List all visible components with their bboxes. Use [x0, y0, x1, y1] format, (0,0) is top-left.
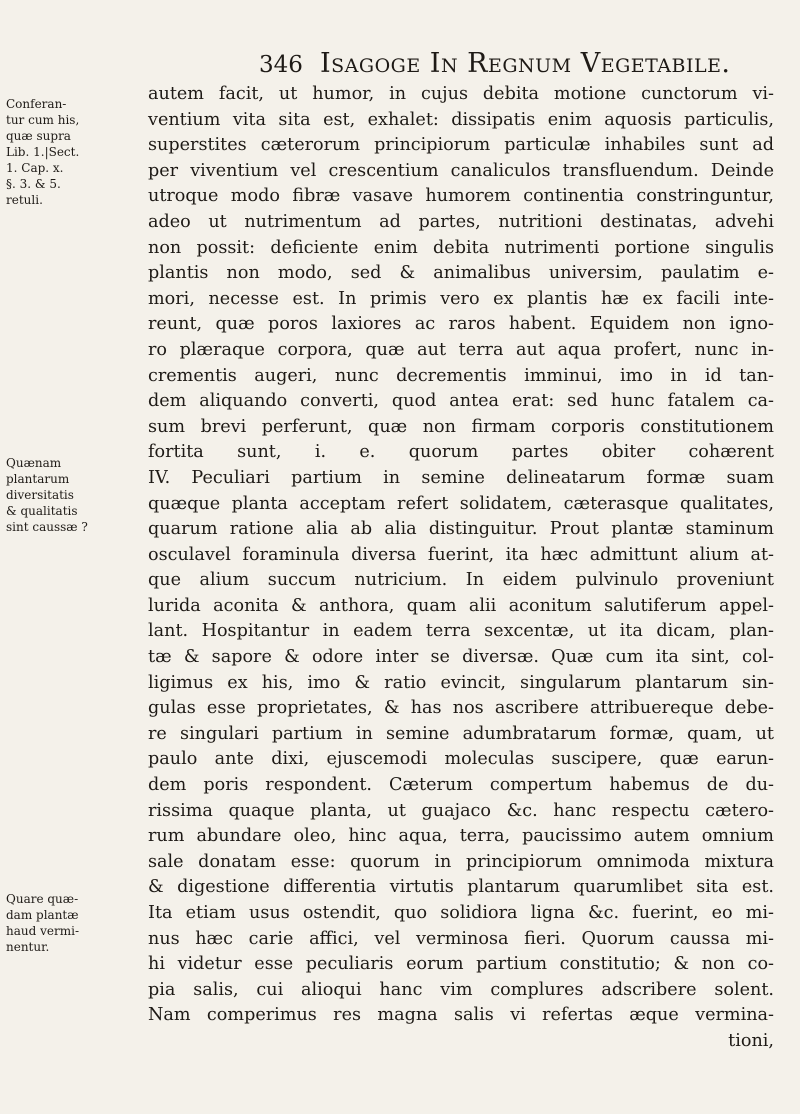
text-line: superstites cæterorum principiorum particulæ inhabiles sunt ad [148, 135, 774, 156]
text-line: quarum ratione alia ab alia distinguitur. Prout plantæ staminum [148, 519, 774, 540]
text-line: autem facit, ut humor, in cujus debita motione cunctorum vi- [148, 84, 774, 104]
text-line: lant. Hospitantur in eadem terra sexcentæ, ut ita dicam, plan- [148, 621, 774, 642]
text-line: ligimus ex his, imo & ratio evincit, singularum plantarum sin- [148, 672, 774, 693]
text-line: pia salis, cui alioqui hanc vim complures adscribere solent. [148, 979, 774, 1000]
text-line: osculavel foraminula diversa fuerint, ita hæc admittunt alium at- [148, 544, 774, 565]
text-line: mori, necesse est. In primis vero ex plantis hæ ex facili inte- [148, 288, 774, 309]
text-line: nus hæc carie affici, vel verminosa fieri. Quorum caussa mi- [148, 928, 774, 949]
text-line: rum abundare oleo, hinc aqua, terra, paucissimo autem omnium [148, 826, 774, 847]
text-line: ventium vita sita est, exhalet: dissipatis enim aquosis particulis, [148, 109, 774, 130]
running-title: Isagoge In Regnum Vegetabile. [320, 48, 731, 79]
text-line: hi videtur esse peculiaris eorum partium constitutio; & non co- [148, 954, 774, 975]
text-line: tæ & sapore & odore inter se diversæ. Quæ cum ita sint, col- [148, 647, 774, 668]
text-line: Ita etiam usus ostendit, quo solidiora ligna &c. fuerint, eo mi- [148, 903, 774, 923]
margin-note: Quænam plantarum diversitatis & qualitatis sint caussæ ? [6, 456, 88, 534]
text-line: dem aliquando converti, quod antea erat: sed hunc fatalem ca- [148, 391, 774, 412]
body-text [148, 82, 774, 1055]
text-line: reunt, quæ poros laxiores ac raros habent. Equidem non igno- [148, 314, 774, 335]
page-number: 346 [259, 52, 303, 78]
text-line: Nam comperimus res magna salis vi refertas æque vermina- [148, 1005, 774, 1026]
margin-note: Quare quæ- dam plantæ haud vermi- nentur. [6, 892, 79, 954]
text-line: sum brevi perferunt, quæ non firmam corporis constitutionem [148, 416, 774, 437]
margin-note: Conferan- tur cum his, quæ supra Lib. 1.|Sect. 1. Cap. x. §. 3. & 5. retuli. [6, 97, 80, 207]
text-line: gulas esse proprietates, & has nos ascribere attribuereque debe- [148, 698, 774, 719]
text-line: crementis augeri, nunc decrementis imminui, imo in id tan- [148, 365, 774, 386]
text-line: utroque modo fibræ vasave humorem continentia constringuntur, [148, 186, 774, 207]
text-line: & digestione differentia virtutis plantarum quarumlibet sita est. [148, 877, 774, 898]
text-line: fortita sunt, i. e. quorum partes obiter cohærent [148, 442, 774, 463]
text-line: lurida aconita & anthora, quam alii aconitum salutiferum appel- [148, 595, 774, 616]
text-line: tioni, [728, 1030, 774, 1051]
text-line: que alium succum nutricium. In eidem pulvinulo proveniunt [148, 570, 774, 591]
text-line: re singulari partium in semine adumbratarum formæ, quam, ut [148, 723, 774, 744]
text-line: plantis non modo, sed & animalibus universim, paulatim e- [148, 263, 774, 284]
text-line: non possit: deficiente enim debita nutrimenti portione singulis [148, 237, 774, 258]
text-line: adeo ut nutrimentum ad partes, nutritioni destinatas, advehi [148, 211, 774, 232]
text-line: ro plæraque corpora, quæ aut terra aut aqua profert, nunc in- [148, 339, 774, 360]
text-line: per viventium vel crescentium canaliculos transfluendum. Deinde [148, 160, 774, 181]
text-line: paulo ante dixi, ejuscemodi moleculas suscipere, quæ earun- [148, 749, 774, 770]
text-line: sale donatam esse: quorum in principiorum omnimoda mixtura [148, 851, 774, 872]
text-line: IV. Peculiari partium in semine delineatarum formæ suam [148, 467, 774, 488]
text-line: rissima quaque planta, ut guajaco &c. hanc respectu cætero- [148, 800, 774, 821]
text-line: dem poris respondent. Cæterum compertum habemus de du- [148, 775, 774, 796]
text-line: quæque planta acceptam refert solidatem, cæterasque qualitates, [148, 493, 774, 514]
